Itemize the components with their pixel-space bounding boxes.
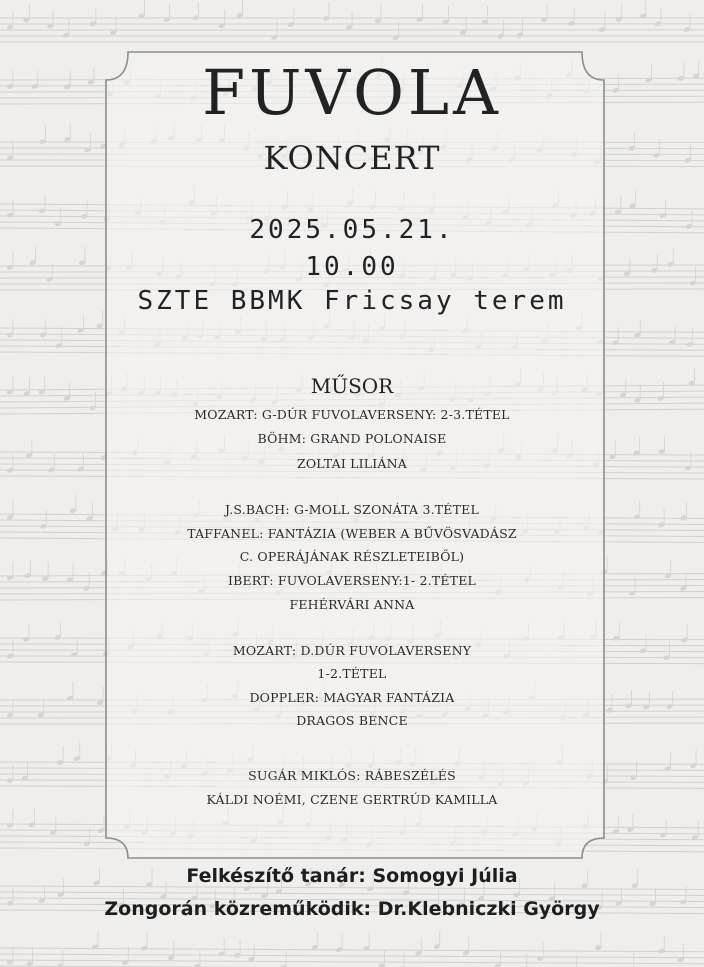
program-line: C. OPERÁJÁNAK RÉSZLETEIBŐL) — [239, 549, 465, 564]
concert-date: 2025.05.21. — [249, 215, 455, 245]
program-line: FEHÉRVÁRI ANNA — [289, 597, 415, 612]
program-line: MOZART: G-DÚR FUVOLAVERSENY: 2-3.TÉTEL — [194, 407, 510, 422]
concert-time: 10.00 — [305, 252, 399, 282]
program-line: J.S.BACH: G-MOLL SZONÁTA 3.TÉTEL — [224, 502, 479, 517]
poster-title: FUVOLA — [202, 56, 502, 129]
program-line: DRAGOS BENCE — [296, 713, 408, 728]
teacher-credit: Felkészítő tanár: Somogyi Júlia — [186, 865, 518, 887]
poster-subtitle: KONCERT — [263, 139, 441, 177]
program-line: KÁLDI NOÉMI, CZENE GERTRÚD KAMILLA — [206, 792, 498, 807]
program-line: DOPPLER: MAGYAR FANTÁZIA — [249, 690, 455, 705]
program-line: ZOLTAI LILIÁNA — [296, 456, 408, 471]
concert-venue: SZTE BBMK Fricsay terem — [137, 286, 567, 316]
program-line: 1-2.TÉTEL — [317, 666, 387, 681]
program-line: IBERT: FUVOLAVERSENY:1- 2.TÉTEL — [227, 573, 477, 588]
program-heading: MŰSOR — [310, 374, 394, 398]
program-line: MOZART: D.DÚR FUVOLAVERSENY — [232, 643, 472, 658]
program-line: BÖHM: GRAND POLONAISE — [257, 431, 447, 446]
program-line: TAFFANEL: FANTÁZIA (WEBER A BŰVÖSVADÁSZ — [187, 526, 517, 541]
program-line: SUGÁR MIKLÓS: RÁBESZÉLÉS — [248, 768, 456, 783]
piano-credit: Zongorán közreműködik: Dr.Klebniczki György — [104, 898, 600, 920]
